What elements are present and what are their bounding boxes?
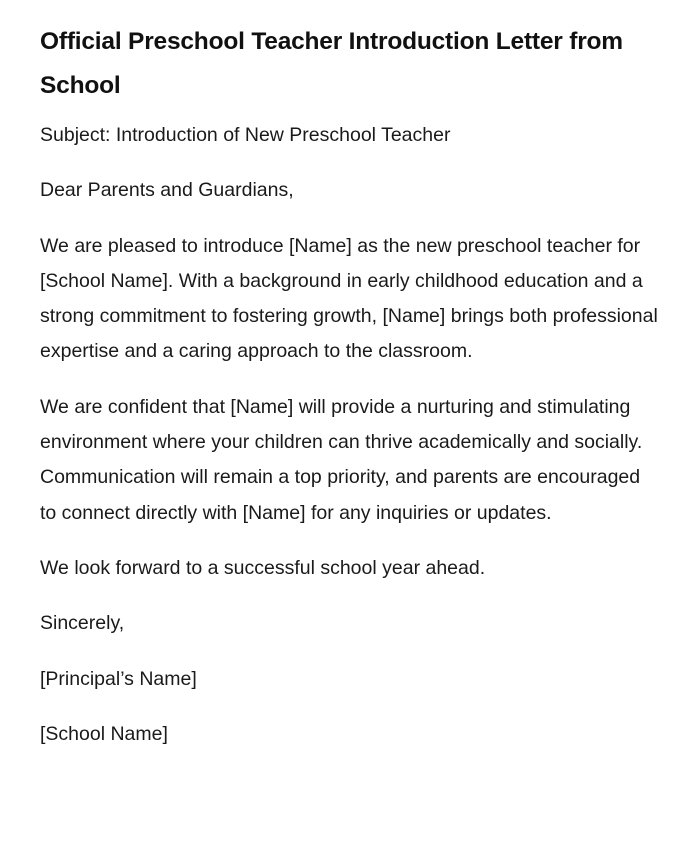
letter-closing: Sincerely, xyxy=(40,612,125,635)
letter-school-name: [School Name] xyxy=(40,722,168,745)
letter-paragraph-closing-remark: We look forward to a successful school year ahead. xyxy=(40,556,486,579)
letter-subject: Subject: Introduction of New Preschool Teacher xyxy=(40,124,451,146)
letter-title: Official Preschool Teacher Introduction Letter from School xyxy=(40,28,623,99)
letter-signer-name: [Principal’s Name] xyxy=(40,667,197,690)
letter-paragraph-confidence: We are confident that [Name] will provide a nurturing and stimulating environment where your children can thrive academically and socially. Communication will remain a top priority, and parents are encouraged to connect directly with [Name] for any inquiries or updates. xyxy=(40,395,643,524)
letter-paragraph-intro: We are pleased to introduce [Name] as the new preschool teacher for [School Name]. With a background in early childhood education and a strong commitment to fostering growth, [Name] brings both professional expertise and a caring approach to the classroom. xyxy=(40,234,658,363)
letter-salutation: Dear Parents and Guardians, xyxy=(40,179,294,202)
